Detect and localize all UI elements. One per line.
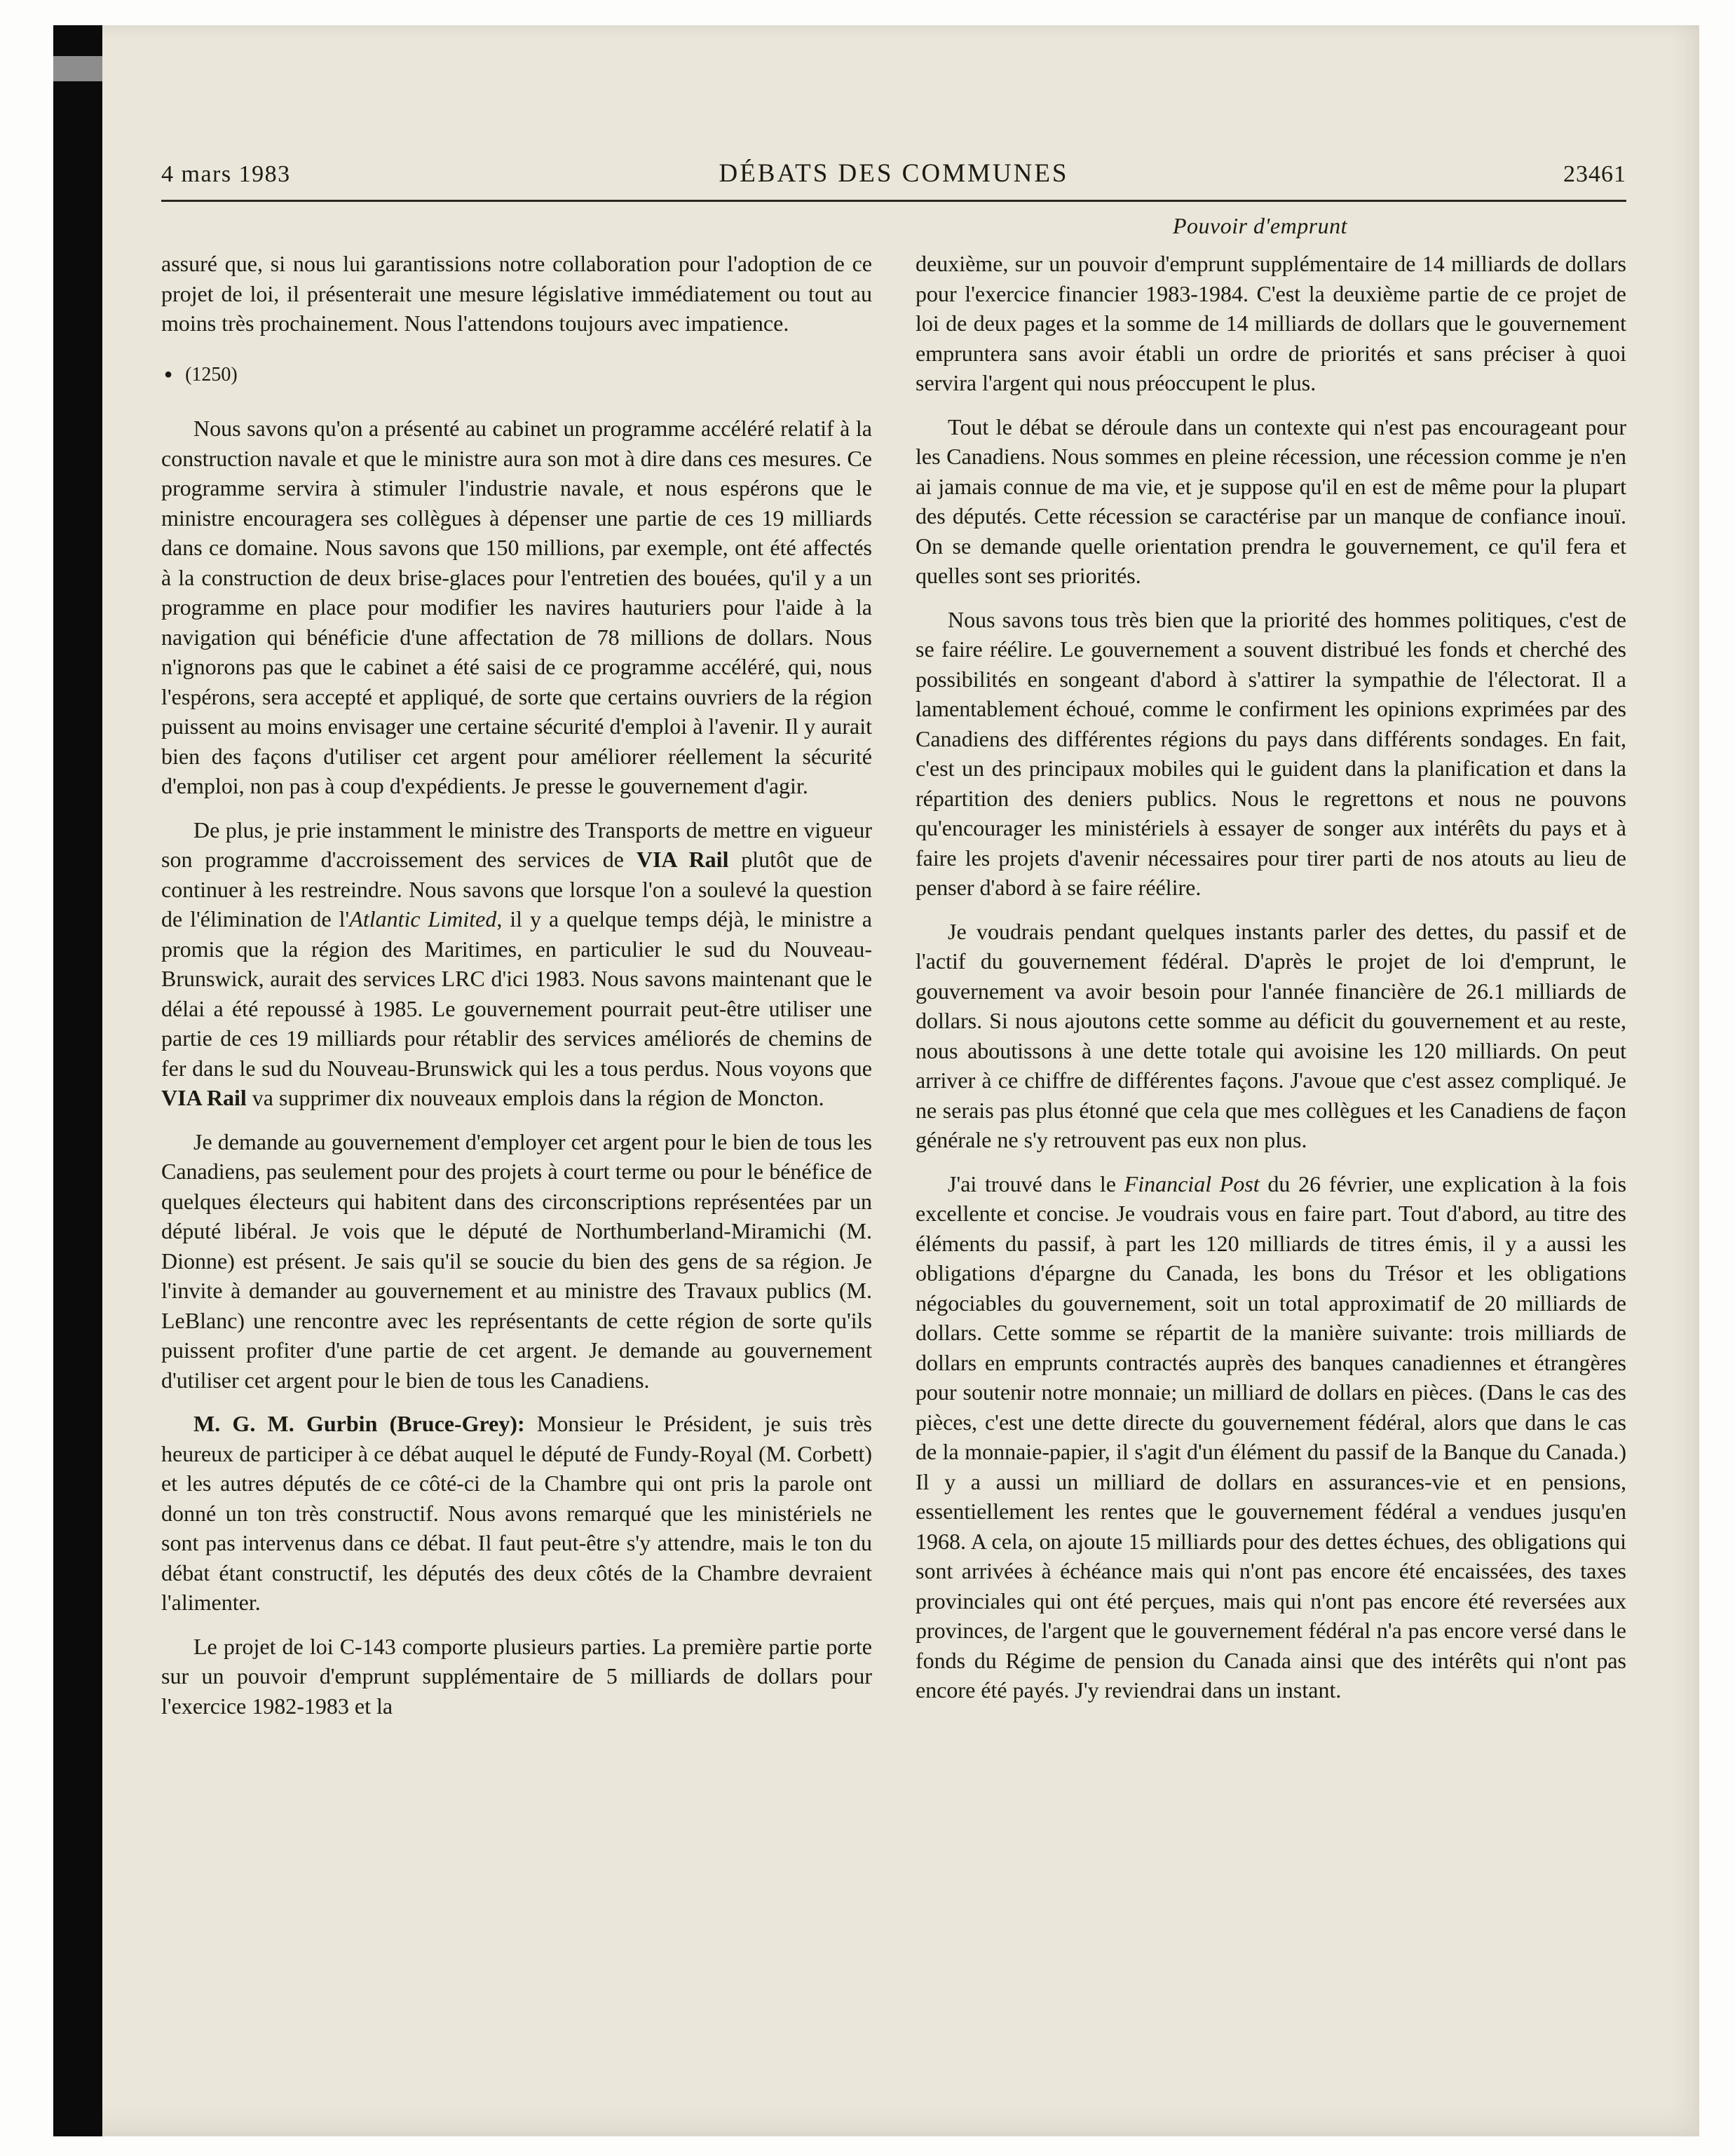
paragraph	[161, 414, 872, 801]
text-run: du 26 février, une explication à la fois excellente et concise. Je voudrais vous en faire part. Tout d'abord, au titre des éléments du passif, à part les 120 milliards de titres émis, il y a aussi les obligations d'épargne du Canada, les bons du Trésor et les obligations négociables du gouvernement, soit un total approximatif de 20 milliards de dollars. Cette somme se répartit de la manière suivante: trois milliards de dollars en emprunts contractés auprès des banques canadiennes et étrangères pour soutenir notre monnaie; un milliard de dollars en pièces. (Dans le cas des pièces, c'est une dette directe du gouvernement fédéral, alors que dans le cas de la monnaie-papier, il s'agit d'un élément du passif de la Banque du Canada.) Il y a aussi un milliard de dollars en assurances-vie et en pensions, essentiellement les rentes que le gouvernement fédéral a vendues jusqu'en 1968. A cela, on ajoute 15 milliards pour des dettes échues, des obligations qui sont arrivées à échéance mais qui n'ont pas encore été encaissées, des taxes provinciales qui ont été perçues, mais qui n'ont pas encore été reversées aux provinces, de l'argent que le gouvernement fédéral n'a pas encore versé dans le fonds du Régime de pension du Canada ainsi que des intérêts qui n'ont pas encore été payés. J'y reviendrai dans un instant.	[916, 1171, 1627, 1703]
running-head: Pouvoir d'emprunt	[1172, 213, 1348, 238]
left-column	[161, 249, 872, 1735]
header-rule	[161, 200, 1626, 202]
header-page-number: 23461	[1563, 161, 1626, 187]
paragraph	[916, 917, 1626, 1155]
running-head-spacer	[161, 213, 894, 239]
text-run: Tout le débat se déroule dans un contexte qui n'est pas encourageant pour les Canadiens. Nous sommes en pleine récession, une récession comme je n'en ai jamais connue de ma vie, et je suppose qu'il en est de même pour la plupart des députés. Cette récession se caractérise par un manque de confiance inouï. On se demande quelle orientation prendra le gouvernement, ce qu'il fera et quelles sont ses priorités.	[916, 414, 1626, 588]
paragraph	[916, 249, 1626, 398]
right-column	[916, 249, 1626, 1735]
paragraph	[916, 412, 1626, 591]
text-run: Je demande au gouvernement d'employer cet argent pour le bien de tous les Canadiens, pas seulement pour des projets à court terme ou pour le bénéfice de quelques électeurs qui habitent dans des circonscriptions représentées par un député libéral. Je vois que le député de Northumberland-Miramichi (M. Dionne) est présent. Je sais qu'il se soucie du bien des gens de sa région. Je l'invite à demander au gouvernement et au ministre des Travaux publics (M. LeBlanc) une rencontre avec les représentants de cette région de sorte qu'ils puissent profiter d'une partie de cet argent. Je demande au gouvernement d'utiliser cet argent pour le bien de tous les Canadiens.	[161, 1128, 872, 1393]
timestamp-text: (1250)	[185, 363, 238, 386]
paragraph	[916, 1169, 1626, 1705]
paragraph	[916, 605, 1626, 903]
text-run: Nous savons qu'on a présenté au cabinet un programme accéléré relatif à la construction navale et que le ministre aura son mot à dire dans ces mesures. Ce programme servira à stimuler l'industrie navale, et nous espérons que le ministre encouragera ses collègues à dépenser une partie de ces 19 milliards dans ce domaine. Nous savons que 150 millions, par exemple, ont été affectés à la construction de deux brise-glaces pour l'entretien des bouées, qu'il y a un programme en place pour modifier les navires hauturiers pour l'aide à la navigation qui bénéficie d'une affectation de 78 millions de dollars. Nous n'ignorons pas que le cabinet a été saisi de ce programme accéléré, qui, nous l'espérons, sera accepté et appliqué, de sorte que certains ouvriers de la région puissent au moins envisager une certaine sécurité d'emploi à l'avenir. Il y aurait bien des façons d'utiliser cet argent pour améliorer réellement la sécurité d'emploi, non pas à coup d'expédients. Je presse le gouvernement d'agir.	[161, 416, 872, 798]
text-run: Monsieur le Président, je suis très heureux de participer à ce débat auquel le député de Fundy-Royal (M. Corbett) et les autres députés de ce côté-ci de la Chambre qui ont pris la parole ont donné un ton très constructif. Nous avons remarqué que les ministériels ne sont pas intervenus dans ce débat. Il faut peut-être s'y attendre, mais le ton du débat étant constructif, les députés des deux côtés de la Chambre devraient l'alimenter.	[161, 1411, 873, 1615]
text-run: Financial Post	[1124, 1171, 1260, 1196]
text-run: deuxième, sur un pouvoir d'emprunt supplémentaire de 14 milliards de dollars pour l'exercice financier 1983-1984. C'est la deuxième partie de ce projet de loi de deux pages et la somme de 14 milliards de dollars que le gouvernement empruntera sans avoir établi un ordre de priorités et sans préciser à quoi servira l'argent qui nous préoccupent le plus.	[916, 251, 1626, 395]
paragraph	[161, 1127, 872, 1396]
text-run: assuré que, si nous lui garantissions notre collaboration pour l'adoption de ce projet de loi, il présenterait une mesure législative immédiatement ou tout au moins très prochainement. Nous l'attendons toujours avec impatience.	[161, 251, 872, 336]
timestamp-marker	[164, 360, 872, 390]
text-run: Atlantic Limited	[349, 906, 497, 932]
bullet-icon: ●	[164, 366, 173, 382]
binding-strip	[53, 25, 102, 2136]
paragraph	[161, 249, 872, 339]
header-date: 4 mars 1983	[161, 161, 291, 187]
page-content	[161, 158, 1626, 1735]
text-run: Le projet de loi C-143 comporte plusieurs parties. La première partie porte sur un pouvoir d'emprunt supplémentaire de 5 milliards de dollars pour l'exercice 1982-1983 et la	[161, 1633, 872, 1719]
text-run: VIA Rail	[161, 1085, 247, 1110]
text-run: Nous savons tous très bien que la priorité des hommes politiques, c'est de se faire réélire. Le gouvernement a souvent distribué les fonds et cherché des possibilités en songeant d'abord à s'attirer la sympathie de l'électorat. Il a lamentablement échoué, comme le confirment les opinions exprimées par des Canadiens des différentes régions du pays dans différents sondages. En fait, c'est un des principaux mobiles qui le guident dans la planification et dans la répartition des deniers publics. Nous le regrettons et nous ne pouvons qu'encourager les ministériels à essayer de songer aux intérêts du pays et à faire les projets d'avenir nécessaires pour tirer parti de nos atouts au lieu de penser d'abord à se faire réélire.	[916, 606, 1626, 900]
paragraph	[161, 1409, 872, 1618]
text-run: , il y a quelque temps déjà, le ministre a promis que la région des Maritimes, en particulier le sud du Nouveau-Brunswick, aurait des services LRC d'ici 1983. Nous savons maintenant que le délai a été repoussé à 1985. Le gouvernement pourrait peut-être utiliser une partie de ces 19 milliards pour rétablir des services améliorés de chemins de fer dans le sud du Nouveau-Brunswick qui les a tous perdus. Nous voyons que	[161, 906, 873, 1081]
text-run: De plus, je prie instamment le ministre des Transports de mettre en vigueur son programme d'accroissement des services de	[161, 817, 872, 872]
header-title: DÉBATS DES COMMUNES	[719, 159, 1069, 188]
text-run: plutôt que de continuer à les restreindre. Nous savons que lorsque l'on a soulevé la question de l'élimination de l'	[161, 847, 873, 932]
text-run: M. G. M. Gurbin (Bruce-Grey):	[193, 1411, 537, 1436]
text-run: Je voudrais pendant quelques instants parler des dettes, du passif et de l'actif du gouvernement fédéral. D'après le projet de loi d'emprunt, le gouvernement va avoir besoin pour l'année financière de 26.1 milliards de dollars. Si nous ajoutons cette somme au déficit du gouvernement et au reste, nous aboutissons à une dette totale qui avoisine les 120 milliards. On peut arriver à ce chiffre de différentes façons. J'avoue que c'est assez compliqué. Je ne serais pas plus étonné que cela que mes collègues et les Canadiens de façon générale ne s'y retrouvent pas eux non plus.	[916, 918, 1626, 1152]
text-run: VIA Rail	[636, 847, 729, 872]
paragraph	[161, 1632, 872, 1721]
page-header	[161, 158, 1626, 189]
paragraph	[161, 815, 872, 1113]
text-columns	[161, 249, 1626, 1735]
binding-strip-notch	[53, 56, 102, 81]
text-run: J'ai trouvé dans le	[948, 1171, 1124, 1196]
text-run: va supprimer dix nouveaux emplois dans la région de Moncton.	[246, 1085, 824, 1110]
running-head-row	[161, 213, 1626, 239]
